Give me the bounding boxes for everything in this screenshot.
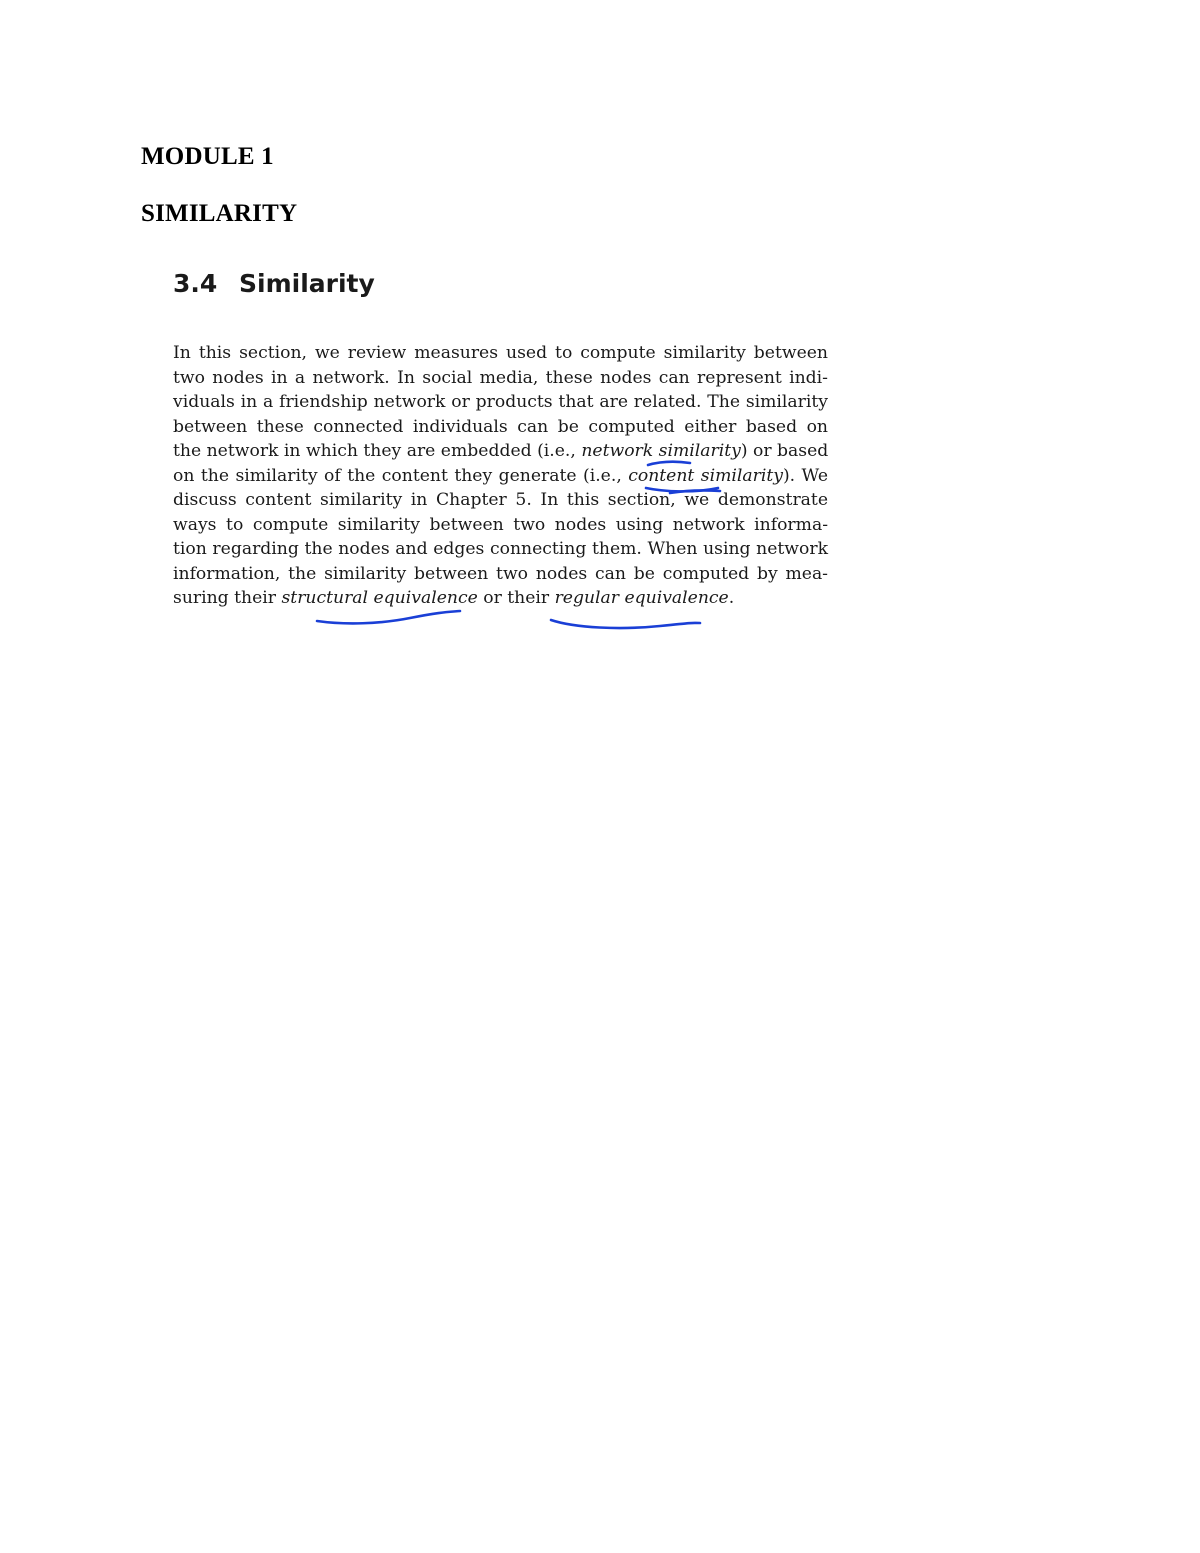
body-paragraph bbox=[173, 341, 828, 611]
text-span: . bbox=[728, 588, 735, 608]
topic-title: SIMILARITY bbox=[141, 200, 298, 227]
text-span: ) or based bbox=[740, 441, 829, 461]
text-span: suring their bbox=[173, 588, 276, 608]
paragraph-line: discuss content similarity in Chapter 5. In this section, we demonstrate bbox=[173, 490, 828, 510]
term-content-similarity: content similarity bbox=[628, 465, 783, 486]
paragraph-line: ways to compute similarity between two nodes using network informa- bbox=[173, 514, 828, 535]
text-span: the network in which they are embedded (i.e., bbox=[173, 441, 576, 461]
term-structural-equivalence: structural equivalence bbox=[281, 588, 478, 608]
term-network-similarity: network similarity bbox=[581, 441, 741, 461]
paragraph-line: between these connected individuals can be computed either based on bbox=[173, 416, 828, 437]
underline-regular-equivalence bbox=[551, 620, 700, 628]
paragraph-line: tion regarding the nodes and edges connecting them. When using network bbox=[173, 539, 828, 559]
paragraph-line: information, the similarity between two nodes can be computed by mea- bbox=[173, 563, 828, 584]
text-span: on the similarity of the content they generate (i.e., bbox=[173, 465, 622, 486]
module-title: MODULE 1 bbox=[141, 143, 274, 170]
section-title: Similarity bbox=[239, 269, 375, 298]
underline-structural-equivalence bbox=[317, 611, 460, 623]
paragraph-line bbox=[173, 586, 828, 611]
paragraph-line: viduals in a friendship network or products that are related. The similarity bbox=[173, 392, 828, 412]
text-span: ). We bbox=[782, 465, 828, 486]
term-regular-equivalence: regular equivalence bbox=[554, 588, 729, 608]
paragraph-line bbox=[173, 464, 828, 489]
paragraph-line: two nodes in a network. In social media, these nodes can represent indi- bbox=[173, 367, 828, 388]
text-span: or their bbox=[483, 588, 550, 608]
section-number: 3.4 bbox=[173, 269, 218, 298]
paragraph-line bbox=[173, 439, 828, 464]
section-heading bbox=[173, 268, 375, 300]
paragraph-line: In this section, we review measures used to compute similarity between bbox=[173, 343, 828, 363]
